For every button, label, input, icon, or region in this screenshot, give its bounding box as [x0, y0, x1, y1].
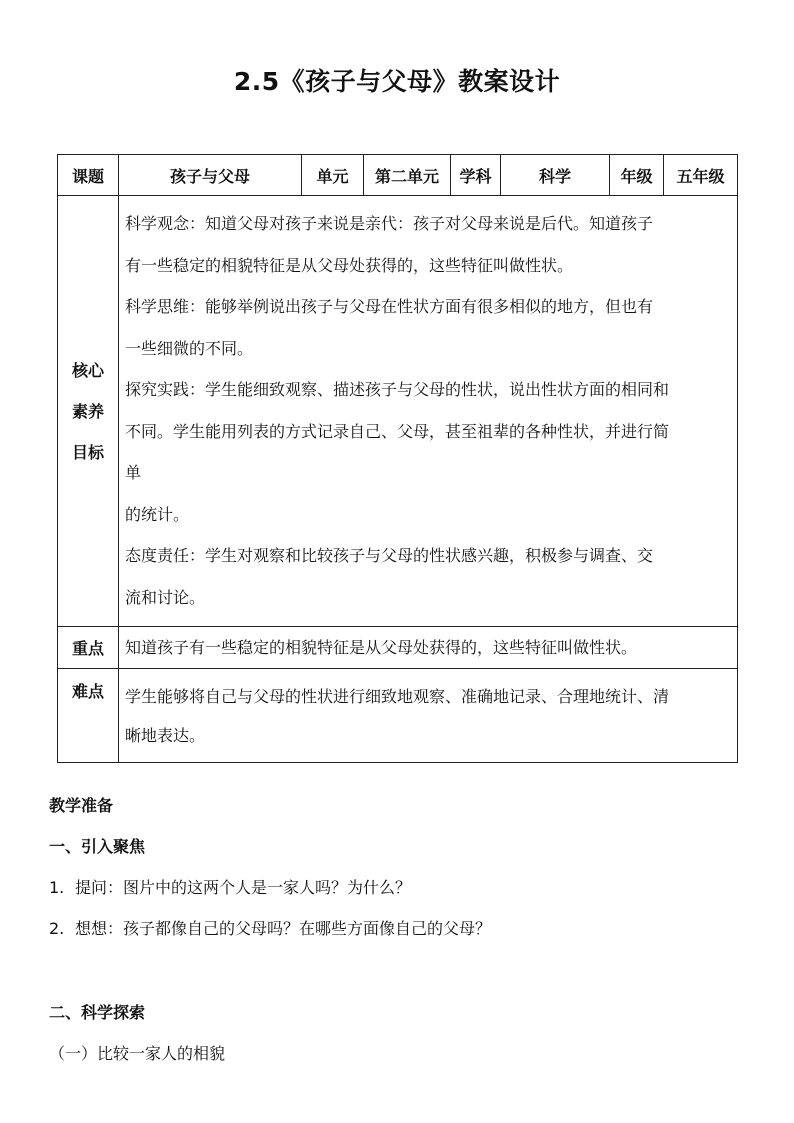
- topic-value: 孩子与父母: [119, 155, 302, 196]
- unit-label: 单元: [302, 155, 364, 196]
- difficult-line: 学生能够将自己与父母的性状进行细致地观察、准确地记录、合理地统计、清: [125, 687, 670, 706]
- subject-label: 学科: [451, 155, 501, 196]
- section-intro-focus: 一、引入聚焦: [49, 837, 146, 856]
- unit-value: 第二单元: [364, 155, 451, 196]
- document-title: 2.5《孩子与父母》教案设计: [233, 67, 561, 96]
- key-point-label: 重点: [58, 627, 119, 669]
- core-line: 单: [125, 463, 142, 482]
- key-point-text: 知道孩子有一些稳定的相貌特征是从父母处获得的，这些特征叫做性状。: [125, 637, 638, 657]
- core-goals-label: 核心 素养 目标: [58, 196, 119, 627]
- subject-value: 科学: [501, 155, 610, 196]
- core-line: 流和讨论。: [125, 587, 206, 607]
- table-header-row: [58, 155, 738, 196]
- core-line: 科学思维：能够举例说出孩子与父母在性状方面有很多相似的地方，但也有: [125, 297, 654, 316]
- subsection-compare-family: （一）比较一家人的相貌: [49, 1044, 226, 1063]
- grade-value: 五年级: [664, 155, 738, 196]
- core-goals-row: [58, 196, 738, 627]
- core-line: 的统计。: [125, 504, 190, 524]
- section-science-explore: 二、科学探索: [49, 1003, 146, 1022]
- grade-label: 年级: [610, 155, 664, 196]
- key-point-row: [58, 627, 738, 669]
- topic-label: 课题: [58, 155, 119, 196]
- difficult-line: 晰地表达。: [125, 725, 206, 745]
- difficult-point-row: [58, 669, 738, 763]
- section-teaching-prep: 教学准备: [49, 796, 114, 815]
- lesson-plan-table: [57, 154, 738, 763]
- core-line: 不同。学生能用列表的方式记录自己、父母，甚至祖辈的各种性状，并进行简: [125, 421, 670, 441]
- core-line: 科学观念：知道父母对孩子来说是亲代：孩子对父母来说是后代。知道孩子: [125, 214, 654, 233]
- core-line: 一些细微的不同。: [125, 338, 254, 358]
- core-goals-content: [119, 196, 738, 627]
- core-line: 态度责任：学生对观察和比较孩子与父母的性状感兴趣，积极参与调查、交: [125, 546, 654, 565]
- intro-list-item: 1. 提问：图片中的这两个人是一家人吗？为什么？: [49, 878, 412, 897]
- difficult-point-label: 难点: [58, 669, 119, 763]
- difficult-point-content: [119, 669, 738, 763]
- intro-list-item: 2. 想想：孩子都像自己的父母吗？在哪些方面像自己的父母？: [49, 919, 492, 938]
- core-line: 探究实践：学生能细致观察、描述孩子与父母的性状，说出性状方面的相同和: [125, 380, 670, 399]
- key-point-content: [119, 627, 738, 669]
- core-line: 有一些稳定的相貌特征是从父母处获得的，这些特征叫做性状。: [125, 255, 574, 275]
